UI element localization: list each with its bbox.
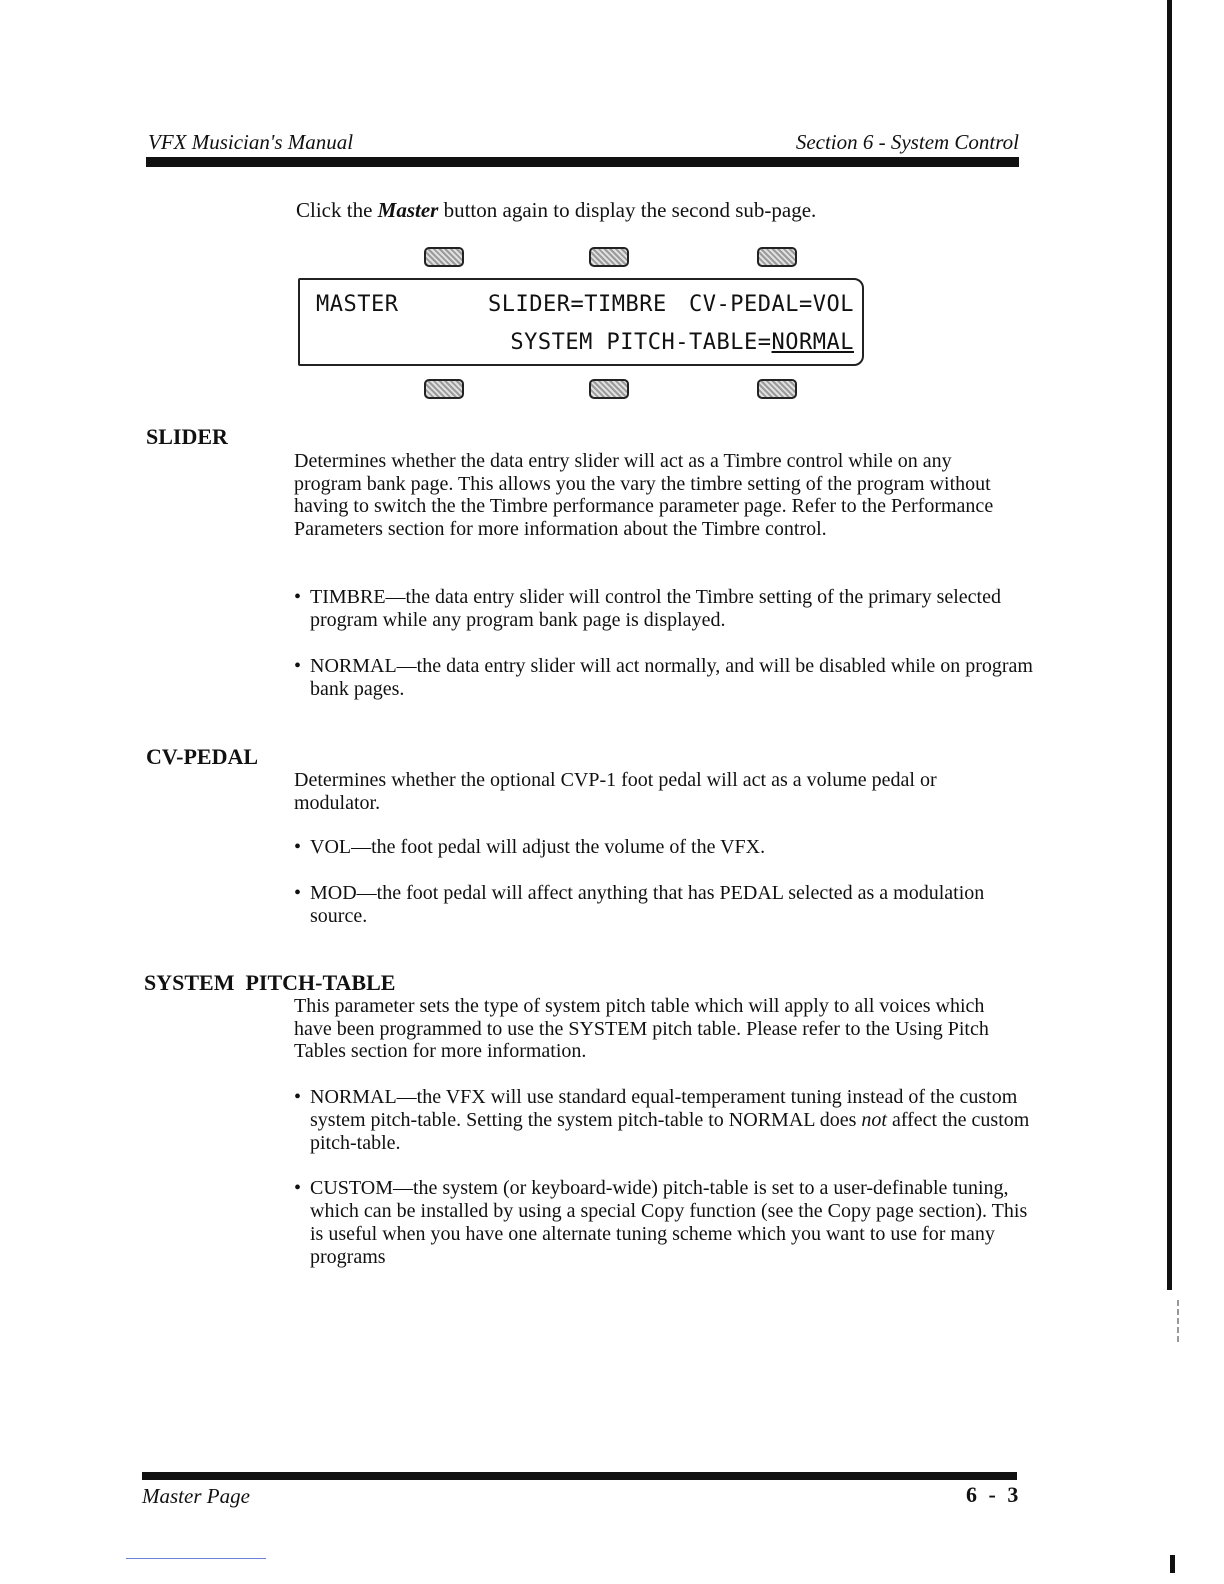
not-emphasis: not: [861, 1109, 887, 1131]
lcd-slider-param: SLIDER=TIMBRE: [488, 292, 667, 317]
page-edge-line: [1167, 0, 1172, 1290]
footer-rule: [142, 1472, 1017, 1480]
pitch-table-description: This parameter sets the type of system pitch table which will apply to all voices which have been programmed to use the SYSTEM pitch table. Please refer to the Using Pitch Tables section for more information.: [294, 995, 989, 1062]
intro-text: Click the Master button again to display the second sub-page.: [296, 198, 817, 222]
soft-key-icon[interactable]: [424, 379, 464, 399]
list-item: • CUSTOM—the system (or keyboard-wide) pitch-table is set to a user-definable tuning, which can be installed by using a special Copy function (see the Copy page section). This is useful when you have one alternate tuning scheme which you want to use for many programs: [294, 1177, 1028, 1268]
page-number: 6 - 3: [966, 1482, 1022, 1507]
lcd-page-label: MASTER: [316, 292, 399, 317]
list-item: • NORMAL—the VFX will use standard equal-temperament tuning instead of the custom system pitch-table. Setting the system pitch-table to NORMAL does not affect the custom pitch-table.: [294, 1086, 1030, 1154]
soft-key-icon[interactable]: [757, 247, 797, 267]
lcd-display: [298, 278, 864, 366]
cv-pedal-heading: CV-PEDAL: [146, 744, 259, 769]
soft-key-icon[interactable]: [424, 247, 464, 267]
lcd-cv-pedal-param: CV-PEDAL=VOL: [689, 292, 854, 317]
page-edge-mark: [1170, 1555, 1175, 1573]
master-emphasis: Master: [377, 198, 439, 222]
footnote-rule: [126, 1558, 266, 1559]
header-rule: [146, 157, 1019, 167]
list-item: • VOL—the foot pedal will adjust the volume of the VFX.: [294, 836, 766, 858]
slider-description: Determines whether the data entry slider will act as a Timbre control while on any program bank page. This allows you the vary the timbre setting of the program without having to switch the the Timbre performance parameter page. Refer to the Performance Parameters section for more information about the Timbre control.: [294, 450, 994, 540]
running-header-title: VFX Musician's Manual: [148, 130, 354, 154]
lcd-pitch-table-value: NORMAL: [771, 330, 854, 355]
running-header-section: Section 6 - System Control: [795, 130, 1019, 154]
list-item: • MOD—the foot pedal will affect anything that has PEDAL selected as a modulation source.: [294, 882, 985, 927]
pitch-table-heading: SYSTEM PITCH-TABLE: [144, 970, 396, 995]
list-item: • TIMBRE—the data entry slider will control the Timbre setting of the primary selected program while any program bank page is displayed.: [294, 586, 1001, 631]
soft-key-icon[interactable]: [589, 379, 629, 399]
page-edge-dashes: [1177, 1300, 1181, 1342]
soft-key-icon[interactable]: [757, 379, 797, 399]
cv-pedal-description: Determines whether the optional CVP-1 foot pedal will act as a volume pedal or modulator.: [294, 769, 937, 814]
slider-heading: SLIDER: [146, 424, 228, 449]
soft-key-icon[interactable]: [589, 247, 629, 267]
lcd-pitch-table-param: SYSTEM PITCH-TABLE=NORMAL: [510, 330, 854, 355]
list-item: • NORMAL—the data entry slider will act normally, and will be disabled while on program bank pages.: [294, 655, 1033, 700]
footer-page-name: Master Page: [142, 1484, 250, 1508]
